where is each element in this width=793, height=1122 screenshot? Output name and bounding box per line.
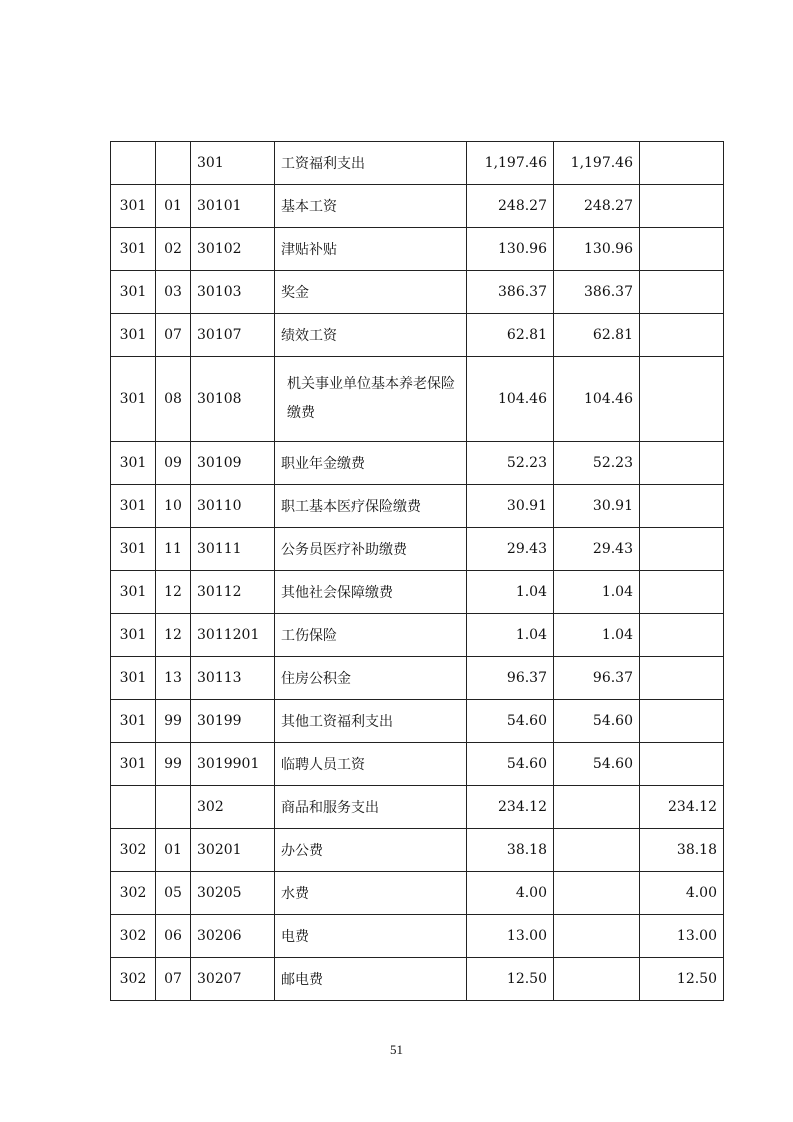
class-code-cell (111, 786, 156, 829)
class-code-cell: 301 (111, 314, 156, 357)
economic-code-cell: 30113 (191, 657, 275, 700)
economic-code-cell: 30201 (191, 829, 275, 872)
class-code-cell: 301 (111, 614, 156, 657)
budget-expense-table (110, 141, 724, 1001)
economic-code-cell: 30102 (191, 228, 275, 271)
basic-expense-cell: 386.37 (554, 271, 640, 314)
class-code-cell: 301 (111, 700, 156, 743)
total-amount-cell: 96.37 (467, 657, 554, 700)
section-code-cell: 09 (156, 442, 191, 485)
table-row (111, 185, 724, 228)
table-row (111, 142, 724, 185)
item-name-cell: 临聘人员工资 (275, 743, 467, 786)
page-number: 51 (390, 1042, 403, 1057)
table-row (111, 786, 724, 829)
item-name-cell: 职工基本医疗保险缴费 (275, 485, 467, 528)
section-code-cell: 12 (156, 614, 191, 657)
basic-expense-cell: 30.91 (554, 485, 640, 528)
project-expense-cell: 4.00 (640, 872, 724, 915)
project-expense-cell (640, 271, 724, 314)
project-expense-cell (640, 442, 724, 485)
basic-expense-cell: 130.96 (554, 228, 640, 271)
basic-expense-cell: 248.27 (554, 185, 640, 228)
class-code-cell: 302 (111, 915, 156, 958)
project-expense-cell: 38.18 (640, 829, 724, 872)
economic-code-cell: 30206 (191, 915, 275, 958)
class-code-cell: 301 (111, 185, 156, 228)
item-name-cell: 职业年金缴费 (275, 442, 467, 485)
total-amount-cell: 130.96 (467, 228, 554, 271)
project-expense-cell (640, 743, 724, 786)
total-amount-cell: 1.04 (467, 614, 554, 657)
basic-expense-cell (554, 958, 640, 1001)
table-row (111, 314, 724, 357)
total-amount-cell: 29.43 (467, 528, 554, 571)
item-name-cell: 公务员医疗补助缴费 (275, 528, 467, 571)
section-code-cell: 99 (156, 743, 191, 786)
economic-code-cell: 30103 (191, 271, 275, 314)
total-amount-cell: 1,197.46 (467, 142, 554, 185)
table-row (111, 528, 724, 571)
basic-expense-cell (554, 829, 640, 872)
class-code-cell: 302 (111, 829, 156, 872)
section-code-cell: 01 (156, 829, 191, 872)
total-amount-cell: 13.00 (467, 915, 554, 958)
basic-expense-cell: 1.04 (554, 571, 640, 614)
class-code-cell: 302 (111, 958, 156, 1001)
section-code-cell: 11 (156, 528, 191, 571)
economic-code-cell: 30107 (191, 314, 275, 357)
basic-expense-cell (554, 786, 640, 829)
total-amount-cell: 54.60 (467, 743, 554, 786)
project-expense-cell (640, 185, 724, 228)
project-expense-cell (640, 357, 724, 442)
item-name-cell: 商品和服务支出 (275, 786, 467, 829)
total-amount-cell: 38.18 (467, 829, 554, 872)
section-code-cell: 03 (156, 271, 191, 314)
basic-expense-cell: 62.81 (554, 314, 640, 357)
total-amount-cell: 30.91 (467, 485, 554, 528)
table-row (111, 915, 724, 958)
project-expense-cell (640, 485, 724, 528)
table-row (111, 614, 724, 657)
economic-code-cell: 30108 (191, 357, 275, 442)
project-expense-cell: 234.12 (640, 786, 724, 829)
total-amount-cell: 386.37 (467, 271, 554, 314)
table-row (111, 872, 724, 915)
project-expense-cell (640, 228, 724, 271)
project-expense-cell (640, 142, 724, 185)
total-amount-cell: 62.81 (467, 314, 554, 357)
class-code-cell (111, 142, 156, 185)
class-code-cell: 301 (111, 271, 156, 314)
economic-code-cell: 30111 (191, 528, 275, 571)
total-amount-cell: 1.04 (467, 571, 554, 614)
section-code-cell: 99 (156, 700, 191, 743)
basic-expense-cell (554, 915, 640, 958)
table-row (111, 743, 724, 786)
class-code-cell: 301 (111, 485, 156, 528)
basic-expense-cell: 96.37 (554, 657, 640, 700)
table-body (111, 142, 724, 1001)
section-code-cell: 07 (156, 314, 191, 357)
economic-code-cell: 30101 (191, 185, 275, 228)
item-name-cell: 基本工资 (275, 185, 467, 228)
section-code-cell (156, 786, 191, 829)
economic-code-cell: 30112 (191, 571, 275, 614)
section-code-cell: 08 (156, 357, 191, 442)
section-code-cell (156, 142, 191, 185)
table-row (111, 228, 724, 271)
table-row (111, 700, 724, 743)
total-amount-cell: 52.23 (467, 442, 554, 485)
class-code-cell: 301 (111, 528, 156, 571)
item-name-cell: 工伤保险 (275, 614, 467, 657)
class-code-cell: 301 (111, 228, 156, 271)
project-expense-cell (640, 657, 724, 700)
total-amount-cell: 54.60 (467, 700, 554, 743)
class-code-cell: 302 (111, 872, 156, 915)
project-expense-cell (640, 314, 724, 357)
item-name-cell: 电费 (275, 915, 467, 958)
table-row (111, 442, 724, 485)
project-expense-cell (640, 571, 724, 614)
item-name-cell: 邮电费 (275, 958, 467, 1001)
total-amount-cell: 4.00 (467, 872, 554, 915)
basic-expense-cell: 54.60 (554, 700, 640, 743)
item-name-cell: 津贴补贴 (275, 228, 467, 271)
item-name-cell: 其他社会保障缴费 (275, 571, 467, 614)
project-expense-cell: 13.00 (640, 915, 724, 958)
item-name-cell: 办公费 (275, 829, 467, 872)
class-code-cell: 301 (111, 657, 156, 700)
economic-code-cell: 301 (191, 142, 275, 185)
basic-expense-cell: 1,197.46 (554, 142, 640, 185)
economic-code-cell: 30205 (191, 872, 275, 915)
item-name-cell: 机关事业单位基本养老保险缴费 (275, 357, 467, 442)
class-code-cell: 301 (111, 571, 156, 614)
table-row (111, 271, 724, 314)
economic-code-cell: 30207 (191, 958, 275, 1001)
item-name-cell: 工资福利支出 (275, 142, 467, 185)
item-name-cell: 奖金 (275, 271, 467, 314)
table-row (111, 571, 724, 614)
economic-code-cell: 30199 (191, 700, 275, 743)
project-expense-cell (640, 700, 724, 743)
basic-expense-cell: 104.46 (554, 357, 640, 442)
table-row (111, 958, 724, 1001)
class-code-cell: 301 (111, 442, 156, 485)
economic-code-cell: 30110 (191, 485, 275, 528)
basic-expense-cell: 54.60 (554, 743, 640, 786)
economic-code-cell: 3019901 (191, 743, 275, 786)
section-code-cell: 01 (156, 185, 191, 228)
item-name-cell: 绩效工资 (275, 314, 467, 357)
project-expense-cell: 12.50 (640, 958, 724, 1001)
section-code-cell: 12 (156, 571, 191, 614)
section-code-cell: 06 (156, 915, 191, 958)
section-code-cell: 10 (156, 485, 191, 528)
section-code-cell: 05 (156, 872, 191, 915)
project-expense-cell (640, 528, 724, 571)
economic-code-cell: 30109 (191, 442, 275, 485)
economic-code-cell: 302 (191, 786, 275, 829)
total-amount-cell: 248.27 (467, 185, 554, 228)
table-row (111, 357, 724, 442)
item-name-cell: 其他工资福利支出 (275, 700, 467, 743)
item-name-cell: 水费 (275, 872, 467, 915)
table-row (111, 485, 724, 528)
project-expense-cell (640, 614, 724, 657)
table-row (111, 657, 724, 700)
total-amount-cell: 12.50 (467, 958, 554, 1001)
total-amount-cell: 104.46 (467, 357, 554, 442)
basic-expense-cell: 29.43 (554, 528, 640, 571)
item-name-cell: 住房公积金 (275, 657, 467, 700)
class-code-cell: 301 (111, 743, 156, 786)
basic-expense-cell: 52.23 (554, 442, 640, 485)
section-code-cell: 02 (156, 228, 191, 271)
total-amount-cell: 234.12 (467, 786, 554, 829)
economic-code-cell: 3011201 (191, 614, 275, 657)
section-code-cell: 13 (156, 657, 191, 700)
section-code-cell: 07 (156, 958, 191, 1001)
basic-expense-cell: 1.04 (554, 614, 640, 657)
class-code-cell: 301 (111, 357, 156, 442)
basic-expense-cell (554, 872, 640, 915)
table-row (111, 829, 724, 872)
